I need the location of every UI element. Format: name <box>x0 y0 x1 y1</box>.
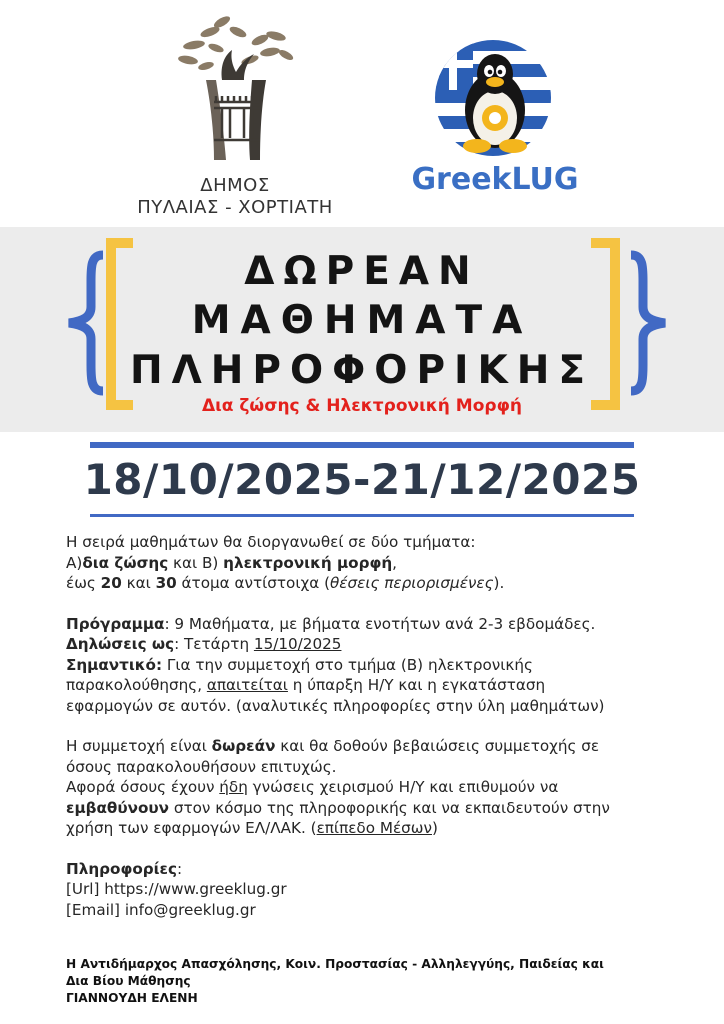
text-span: : <box>177 859 183 878</box>
text-span: χρήση των εφαρμογών ΕΛ/ΛΑΚ. ( <box>66 819 317 837</box>
bold-online: ηλεκτρονική μορφή <box>223 553 393 572</box>
date-rule-top <box>90 442 634 448</box>
participation-line-5 <box>66 818 696 839</box>
italic-limited-seats: θέσεις περιορισμένες <box>330 574 494 592</box>
text-span: Α) <box>66 553 83 572</box>
greeklug-name: GreekLUG <box>411 162 579 197</box>
underlined-level: επίπεδο Μέσων <box>316 819 432 837</box>
program-line <box>66 614 696 635</box>
title-line-1: ΔΩΡΕΑΝ <box>244 249 480 294</box>
signature-line-1: Η Αντιδήμαρχος Απασχόλησης, Κοιν. Προστασίας - Αλληλεγγύης, Παιδείας και <box>66 957 604 971</box>
intro-line-2 <box>66 553 696 574</box>
signature-line-2: Δια Βίου Μάθησης <box>66 974 191 988</box>
text-span: γνώσεις χειρισμού Η/Υ και επιθυμούν να <box>247 778 559 796</box>
text-span: παρακολούθησης, <box>66 676 207 694</box>
text-span: και <box>121 574 156 592</box>
spacer <box>66 839 696 859</box>
date-rule-bottom <box>90 514 634 517</box>
text-span: ). <box>493 574 505 592</box>
text-span: και Β) <box>168 553 224 572</box>
municipality-name-line2: ΠΥΛΑΙΑΣ - ΧΟΡΤΙΑΤΗ <box>137 197 333 218</box>
participation-line-4 <box>66 798 696 819</box>
participation-line-1 <box>66 736 696 757</box>
important-label: Σημαντικό: <box>66 655 163 674</box>
title-line-2: ΜΑΘΗΜΑΤΑ <box>191 298 533 343</box>
deadline-text: : Τετάρτη <box>174 635 254 653</box>
body-text <box>66 532 696 920</box>
subtitle: Δια ζώσης & Ηλεκτρονική Μορφή <box>202 396 522 416</box>
text-span: άτομα αντίστοιχα ( <box>176 574 331 592</box>
text-span: Η συμμετοχή είναι <box>66 737 212 755</box>
text-span: και θα δοθούν βεβαιώσεις συμμετοχής σε <box>275 737 600 755</box>
important-line-2 <box>66 675 696 696</box>
bold-free: δωρεάν <box>211 737 276 755</box>
important-line-3: εφαρμογών σε αυτόν. (αναλυτικές πληροφορίες στην ύλη μαθημάτων) <box>66 696 605 715</box>
intro-line-1: Η σειρά μαθημάτων θα διοργανωθεί σε δύο τμήματα: <box>66 533 476 551</box>
signature-line-3: ΓΙΑΝΝΟΥΔΗ ΕΛΕΝΗ <box>66 991 198 1005</box>
info-email[interactable]: [Email] info@greeklug.gr <box>66 900 256 919</box>
signature-block <box>66 956 706 1007</box>
spacer <box>66 594 696 614</box>
info-heading <box>66 859 696 880</box>
municipality-name <box>110 175 360 219</box>
underlined-already: ήδη <box>219 778 248 796</box>
municipality-logo <box>170 10 300 170</box>
bold-deepen: εμβαθύνουν <box>66 798 170 817</box>
text-span: , <box>392 553 397 572</box>
text-span: Αφορά όσους έχουν <box>66 778 220 796</box>
title-line-3: ΠΛΗΡΟΦΟΡΙΚΗΣ <box>129 348 595 393</box>
participation-line-3 <box>66 777 696 798</box>
program-text: : 9 Μαθήματα, με βήματα ενοτήτων ανά 2-3 εβδομάδες. <box>164 614 596 633</box>
text-span: έως <box>66 574 101 592</box>
bold-count-30: 30 <box>155 574 177 592</box>
date-range: 18/10/2025-21/12/2025 <box>83 455 641 504</box>
bold-in-person: δια ζώσης <box>82 553 169 572</box>
deadline-date: 15/10/2025 <box>253 635 342 653</box>
spacer <box>66 716 696 736</box>
participation-line-2: όσους παρακολουθήσουν επιτυχώς. <box>66 757 337 776</box>
info-url[interactable]: [Url] https://www.greeklug.gr <box>66 880 287 898</box>
program-label: Πρόγραμμα <box>66 614 165 633</box>
deadline-line <box>66 634 696 655</box>
important-line-1 <box>66 655 696 676</box>
municipality-name-line1: ΔΗΜΟΣ <box>200 175 270 196</box>
text-span: η ύπαρξη Η/Υ και η εγκατάσταση <box>287 676 546 694</box>
info-label: Πληροφορίες <box>66 859 177 878</box>
greeklug-penguin-logo <box>433 38 553 158</box>
text-span: ) <box>431 819 438 837</box>
text-span: Για την συμμετοχή στο τμήμα (Β) ηλεκτρονικής <box>162 655 533 674</box>
deadline-label: Δηλώσεις ως <box>66 635 175 653</box>
bold-count-20: 20 <box>100 574 122 592</box>
text-span: στον κόσμο της πληροφορικής και να εκπαιδευτούν στην <box>169 798 610 817</box>
intro-line-3 <box>66 573 696 594</box>
underlined-required: απαιτείται <box>206 676 288 694</box>
